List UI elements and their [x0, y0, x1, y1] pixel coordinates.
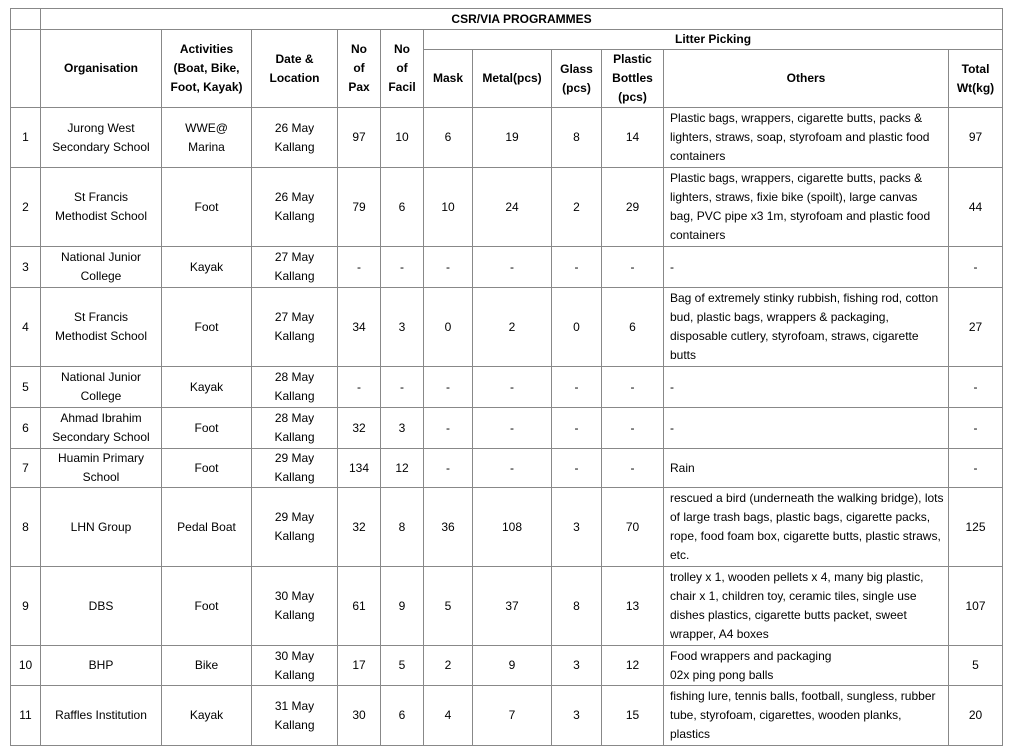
table-row: [11, 367, 1003, 408]
cell-no-of-pax: -: [338, 247, 381, 288]
cell-plastic-bottles: -: [602, 449, 664, 488]
cell-total-wt: -: [949, 367, 1003, 408]
cell-no-of-facil: 6: [381, 686, 424, 746]
cell-no-of-pax: 61: [338, 567, 381, 646]
cell-no: 2: [11, 168, 41, 247]
header-organisation: Organisation: [41, 30, 162, 108]
cell-no: 3: [11, 247, 41, 288]
header-no-of-facil: No of Facil: [381, 30, 424, 108]
cell-glass: -: [552, 367, 602, 408]
cell-plastic-bottles: -: [602, 367, 664, 408]
cell-date-location: 26 May Kallang: [252, 108, 338, 168]
cell-total-wt: 20: [949, 686, 1003, 746]
cell-mask: -: [424, 367, 473, 408]
cell-total-wt: 44: [949, 168, 1003, 247]
cell-others: -: [664, 367, 949, 408]
cell-organisation: BHP: [41, 646, 162, 686]
cell-no-of-pax: 97: [338, 108, 381, 168]
cell-glass: 3: [552, 488, 602, 567]
cell-metal: 9: [473, 646, 552, 686]
cell-metal: 37: [473, 567, 552, 646]
cell-activity: Foot: [162, 408, 252, 449]
cell-others: Rain: [664, 449, 949, 488]
table-row: [11, 686, 1003, 746]
table-body: [11, 108, 1003, 746]
header-litter-picking: Litter Picking: [424, 30, 1003, 50]
header-activities: Activities (Boat, Bike, Foot, Kayak): [162, 30, 252, 108]
cell-glass: -: [552, 247, 602, 288]
cell-organisation: DBS: [41, 567, 162, 646]
cell-no: 9: [11, 567, 41, 646]
cell-no-of-facil: -: [381, 247, 424, 288]
cell-others: -: [664, 247, 949, 288]
cell-organisation: Raffles Institution: [41, 686, 162, 746]
header-date-location: Date & Location: [252, 30, 338, 108]
cell-no-of-pax: 32: [338, 408, 381, 449]
table-row: [11, 567, 1003, 646]
table-title: CSR/VIA PROGRAMMES: [41, 9, 1003, 30]
cell-activity: Pedal Boat: [162, 488, 252, 567]
cell-no-of-pax: 79: [338, 168, 381, 247]
cell-total-wt: -: [949, 408, 1003, 449]
cell-no: 4: [11, 288, 41, 367]
cell-activity: Bike: [162, 646, 252, 686]
cell-mask: -: [424, 449, 473, 488]
cell-activity: Foot: [162, 168, 252, 247]
cell-plastic-bottles: 12: [602, 646, 664, 686]
cell-organisation: National Junior College: [41, 247, 162, 288]
cell-organisation: Ahmad Ibrahim Secondary School: [41, 408, 162, 449]
cell-no-of-pax: 30: [338, 686, 381, 746]
table-row: [11, 168, 1003, 247]
cell-activity: WWE@ Marina: [162, 108, 252, 168]
cell-activity: Foot: [162, 567, 252, 646]
cell-metal: 24: [473, 168, 552, 247]
cell-glass: 8: [552, 567, 602, 646]
cell-glass: 0: [552, 288, 602, 367]
cell-mask: 2: [424, 646, 473, 686]
table-row: [11, 108, 1003, 168]
cell-glass: 3: [552, 686, 602, 746]
header-mask: Mask: [424, 50, 473, 108]
table-row: [11, 288, 1003, 367]
cell-plastic-bottles: -: [602, 247, 664, 288]
cell-total-wt: 125: [949, 488, 1003, 567]
cell-mask: 4: [424, 686, 473, 746]
cell-date-location: 29 May Kallang: [252, 488, 338, 567]
cell-metal: 2: [473, 288, 552, 367]
table-row: [11, 408, 1003, 449]
header-metal: Metal(pcs): [473, 50, 552, 108]
cell-no-of-facil: -: [381, 367, 424, 408]
cell-metal: -: [473, 247, 552, 288]
cell-date-location: 30 May Kallang: [252, 646, 338, 686]
cell-glass: -: [552, 408, 602, 449]
cell-total-wt: 5: [949, 646, 1003, 686]
cell-no-of-facil: 3: [381, 408, 424, 449]
cell-metal: 108: [473, 488, 552, 567]
cell-glass: -: [552, 449, 602, 488]
cell-others: Plastic bags, wrappers, cigarette butts, packs & lighters, straws, fixie bike (spoilt), large canvas bag, PVC pipe x3 1m, styrofoam and plastic food containers: [664, 168, 949, 247]
corner-cell: [11, 9, 41, 30]
cell-glass: 3: [552, 646, 602, 686]
cell-metal: -: [473, 408, 552, 449]
cell-others: Bag of extremely stinky rubbish, fishing rod, cotton bud, plastic bags, wrappers & packaging, disposable cutlery, styrofoam, straws, cigarette butts: [664, 288, 949, 367]
cell-plastic-bottles: 29: [602, 168, 664, 247]
cell-no-of-pax: 134: [338, 449, 381, 488]
table-row: [11, 449, 1003, 488]
cell-others: Food wrappers and packaging 02x ping pong balls: [664, 646, 949, 686]
cell-glass: 2: [552, 168, 602, 247]
cell-plastic-bottles: 15: [602, 686, 664, 746]
cell-others: rescued a bird (underneath the walking bridge), lots of large trash bags, plastic bags, cigarette packs, rope, food foam box, cigarette butts, plastic straws, etc.: [664, 488, 949, 567]
cell-no-of-facil: 6: [381, 168, 424, 247]
header-plastic-bottles: Plastic Bottles (pcs): [602, 50, 664, 108]
cell-total-wt: -: [949, 449, 1003, 488]
cell-organisation: Huamin Primary School: [41, 449, 162, 488]
cell-date-location: 27 May Kallang: [252, 288, 338, 367]
cell-date-location: 28 May Kallang: [252, 367, 338, 408]
cell-mask: 5: [424, 567, 473, 646]
cell-total-wt: 27: [949, 288, 1003, 367]
cell-plastic-bottles: 14: [602, 108, 664, 168]
cell-organisation: National Junior College: [41, 367, 162, 408]
cell-no: 5: [11, 367, 41, 408]
header-others: Others: [664, 50, 949, 108]
cell-total-wt: 97: [949, 108, 1003, 168]
cell-no-of-facil: 8: [381, 488, 424, 567]
cell-others: trolley x 1, wooden pellets x 4, many big plastic, chair x 1, children toy, ceramic tiles, single use dishes plastics, cigarette butts packet, sweet wrapper, A4 boxes: [664, 567, 949, 646]
cell-no: 10: [11, 646, 41, 686]
cell-total-wt: -: [949, 247, 1003, 288]
csr-programmes-table: [10, 8, 1003, 746]
cell-activity: Kayak: [162, 247, 252, 288]
cell-plastic-bottles: 13: [602, 567, 664, 646]
cell-mask: 10: [424, 168, 473, 247]
cell-date-location: 28 May Kallang: [252, 408, 338, 449]
cell-no: 1: [11, 108, 41, 168]
cell-organisation: LHN Group: [41, 488, 162, 567]
header-no-of-pax: No of Pax: [338, 30, 381, 108]
cell-no-of-facil: 12: [381, 449, 424, 488]
cell-others: Plastic bags, wrappers, cigarette butts, packs & lighters, straws, soap, styrofoam and plastic food containers: [664, 108, 949, 168]
cell-activity: Foot: [162, 449, 252, 488]
cell-others: fishing lure, tennis balls, football, sungless, rubber tube, styrofoam, cigarettes, wooden planks, plastics: [664, 686, 949, 746]
cell-no-of-facil: 9: [381, 567, 424, 646]
cell-date-location: 30 May Kallang: [252, 567, 338, 646]
cell-plastic-bottles: -: [602, 408, 664, 449]
cell-no-of-facil: 10: [381, 108, 424, 168]
cell-date-location: 31 May Kallang: [252, 686, 338, 746]
cell-activity: Kayak: [162, 686, 252, 746]
cell-others: -: [664, 408, 949, 449]
table-row: [11, 247, 1003, 288]
cell-organisation: Jurong West Secondary School: [41, 108, 162, 168]
cell-no: 7: [11, 449, 41, 488]
cell-plastic-bottles: 70: [602, 488, 664, 567]
header-no: [11, 30, 41, 108]
cell-no-of-pax: 17: [338, 646, 381, 686]
cell-mask: 0: [424, 288, 473, 367]
header-total-wt: Total Wt(kg): [949, 50, 1003, 108]
cell-glass: 8: [552, 108, 602, 168]
cell-no-of-pax: -: [338, 367, 381, 408]
cell-date-location: 29 May Kallang: [252, 449, 338, 488]
cell-metal: 19: [473, 108, 552, 168]
cell-organisation: St Francis Methodist School: [41, 288, 162, 367]
cell-activity: Kayak: [162, 367, 252, 408]
cell-metal: -: [473, 367, 552, 408]
cell-organisation: St Francis Methodist School: [41, 168, 162, 247]
cell-metal: 7: [473, 686, 552, 746]
cell-no: 11: [11, 686, 41, 746]
cell-date-location: 27 May Kallang: [252, 247, 338, 288]
cell-no: 6: [11, 408, 41, 449]
cell-total-wt: 107: [949, 567, 1003, 646]
cell-activity: Foot: [162, 288, 252, 367]
cell-no-of-pax: 32: [338, 488, 381, 567]
cell-no-of-facil: 5: [381, 646, 424, 686]
cell-no-of-facil: 3: [381, 288, 424, 367]
cell-mask: 6: [424, 108, 473, 168]
table-row: [11, 646, 1003, 686]
cell-no-of-pax: 34: [338, 288, 381, 367]
table-row: [11, 488, 1003, 567]
cell-metal: -: [473, 449, 552, 488]
cell-date-location: 26 May Kallang: [252, 168, 338, 247]
cell-no: 8: [11, 488, 41, 567]
cell-mask: -: [424, 408, 473, 449]
header-glass: Glass (pcs): [552, 50, 602, 108]
cell-mask: 36: [424, 488, 473, 567]
cell-plastic-bottles: 6: [602, 288, 664, 367]
cell-mask: -: [424, 247, 473, 288]
